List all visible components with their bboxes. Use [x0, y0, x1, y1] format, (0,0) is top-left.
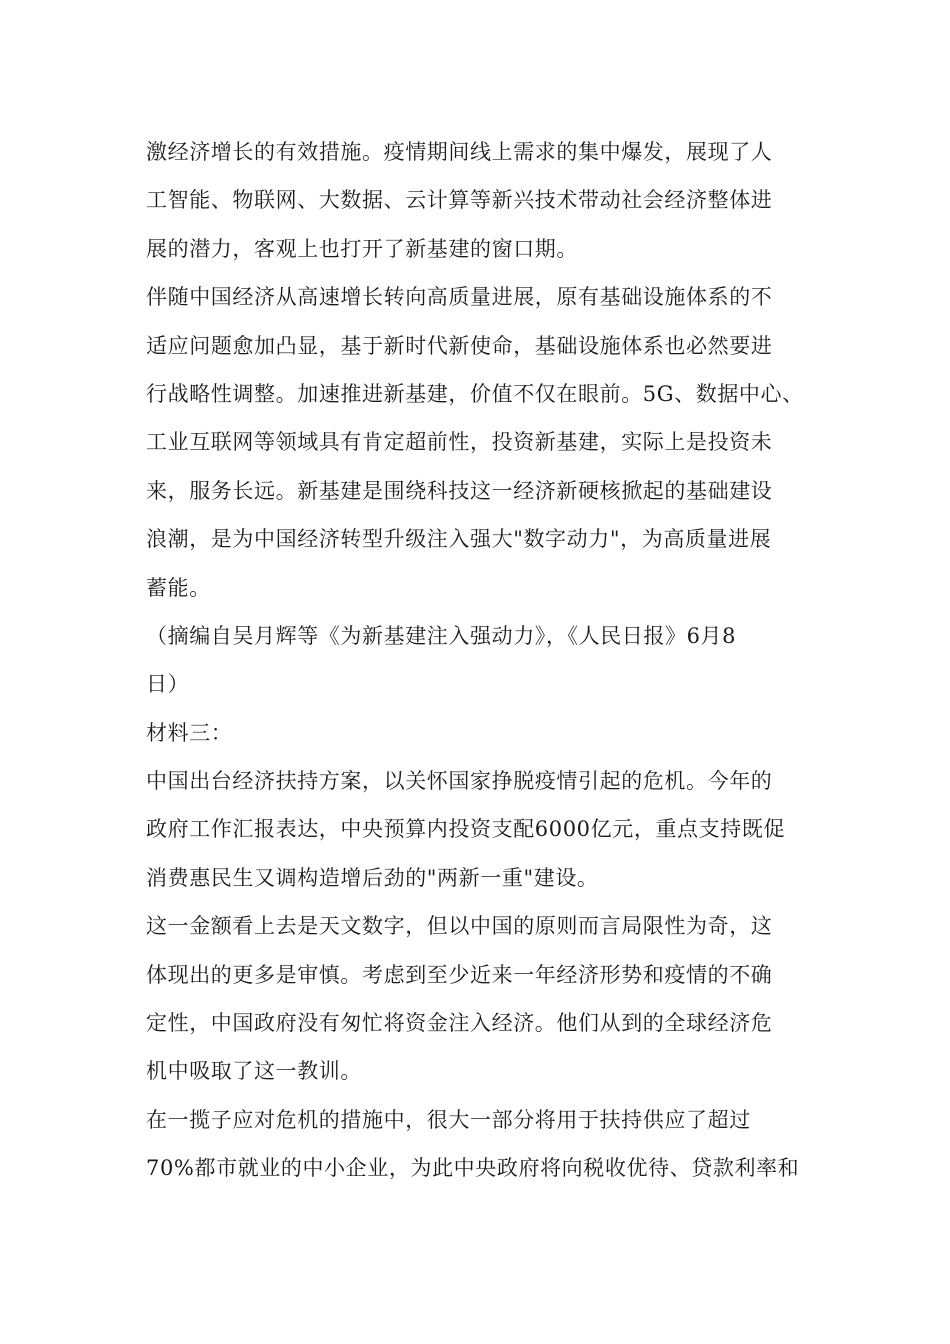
text-line: 展的潜力，客观上也打开了新基建的窗口期。: [146, 236, 578, 261]
text-line: 在一揽子应对危机的措施中，很大一部分将用于扶持供应了超过: [146, 1107, 751, 1132]
section-heading: 材料三：: [146, 720, 233, 745]
text-line: 定性，中国政府没有匆忙将资金注入经济。他们从到的全球经济危: [146, 1011, 773, 1036]
text-line: 这一金额看上去是天文数字，但以中国的原则而言局限性为奇，这: [146, 914, 773, 939]
text-line: 伴随中国经济从高速增长转向高质量进展，原有基础设施体系的不: [146, 285, 773, 310]
text-line: 蓄能。: [146, 575, 211, 600]
text-line: 中国出台经济扶持方案，以关怀国家挣脱疫情引起的危机。今年的: [146, 769, 773, 794]
text-line: 适应问题愈加凸显，基于新时代新使命，基础设施体系也必然要进: [146, 333, 773, 358]
citation-line: 日）: [146, 672, 190, 697]
document-body: [146, 128, 806, 1193]
text-line: 行战略性调整。加速推进新基建，价值不仅在眼前。5G、数据中心、: [146, 381, 804, 406]
text-line: 机中吸取了这一教训。: [146, 1059, 362, 1084]
text-line: 浪潮，是为中国经济转型升级注入强大"数字动力"，为高质量进展: [146, 527, 772, 552]
citation-line: （摘编自吴月辉等《为新基建注入强动力》，《人民日报》6月8: [146, 623, 737, 648]
text-line: 激经济增长的有效措施。疫情期间线上需求的集中爆发，展现了人: [146, 140, 773, 164]
text-line: 消费惠民生又调构造增后劲的"两新一重"建设。: [146, 865, 599, 890]
text-line: 工智能、物联网、大数据、云计算等新兴技术带动社会经济整体进: [146, 188, 773, 213]
text-line: 来，服务长远。新基建是围绕科技这一经济新硬核掀起的基础建设: [146, 478, 773, 503]
text-line: 政府工作汇报表达，中央预算内投资支配6000亿元，重点支持既促: [146, 817, 786, 842]
text-line: 工业互联网等领域具有肯定超前性，投资新基建，实际上是投资未: [146, 430, 773, 455]
text-line: 体现出的更多是审慎。考虑到至少近来一年经济形势和疫情的不确: [146, 962, 773, 987]
text-line: 70%都市就业的中小企业，为此中央政府将向税收优待、贷款利率和: [146, 1156, 800, 1181]
